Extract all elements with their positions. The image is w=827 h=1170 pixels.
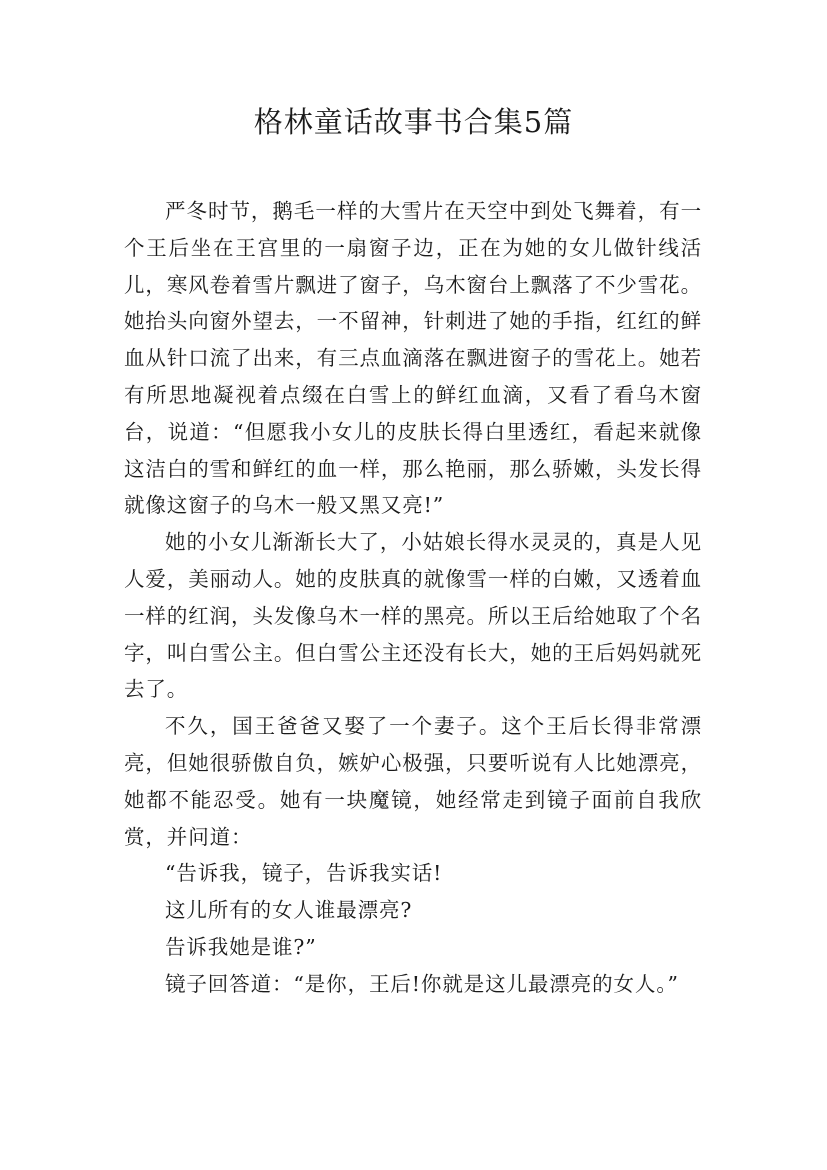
paragraph: 她的小女儿渐渐长大了，小姑娘长得水灵灵的，真是人见人爱，美丽动人。她的皮肤真的就像雪一样的白嫩，又透着血一样的红润，头发像乌木一样的黑亮。所以王后给她取了个名字，叫白雪公主。但白雪公主还没有长大，她的王后妈妈就死去了。 (124, 530, 702, 702)
paragraph: 严冬时节，鹅毛一样的大雪片在天空中到处飞舞着，有一个王后坐在王宫里的一扇窗子边，正在为她的女儿做针线活儿，寒风卷着雪片飘进了窗子，乌木窗台上飘落了不少雪花。她抬头向窗外望去，一不留神，针刺进了她的手指，红红的鲜血从针口流了出来，有三点血滴落在飘进窗子的雪花上。她若有所思地凝视着点缀在白雪上的鲜红血滴，又看了看乌木窗台，说道：“但愿我小女儿的皮肤长得白里透红，看起来就像这洁白的雪和鲜红的血一样，那么艳丽，那么骄嫩，头发长得就像这窗子的乌木一般又黑又亮!” (124, 199, 702, 518)
verse-line: “告诉我，镜子，告诉我实话! (165, 861, 443, 886)
verse-line: 镜子回答道：“是你，王后!你就是这儿最漂亮的女人。” (165, 971, 679, 996)
verse-line: 这儿所有的女人谁最漂亮? (165, 898, 413, 923)
verse-line: 告诉我她是谁?” (165, 934, 317, 959)
document-title: 格林童话故事书合集5篇 (253, 105, 574, 139)
document-body (124, 193, 702, 1003)
paragraph: 不久，国王爸爸又娶了一个妻子。这个王后长得非常漂亮，但她很骄傲自负，嫉妒心极强，只要听说有人比她漂亮，她都不能忍受。她有一块魔镜，她经常走到镜子面前自我欣赏，并问道： (124, 714, 702, 849)
